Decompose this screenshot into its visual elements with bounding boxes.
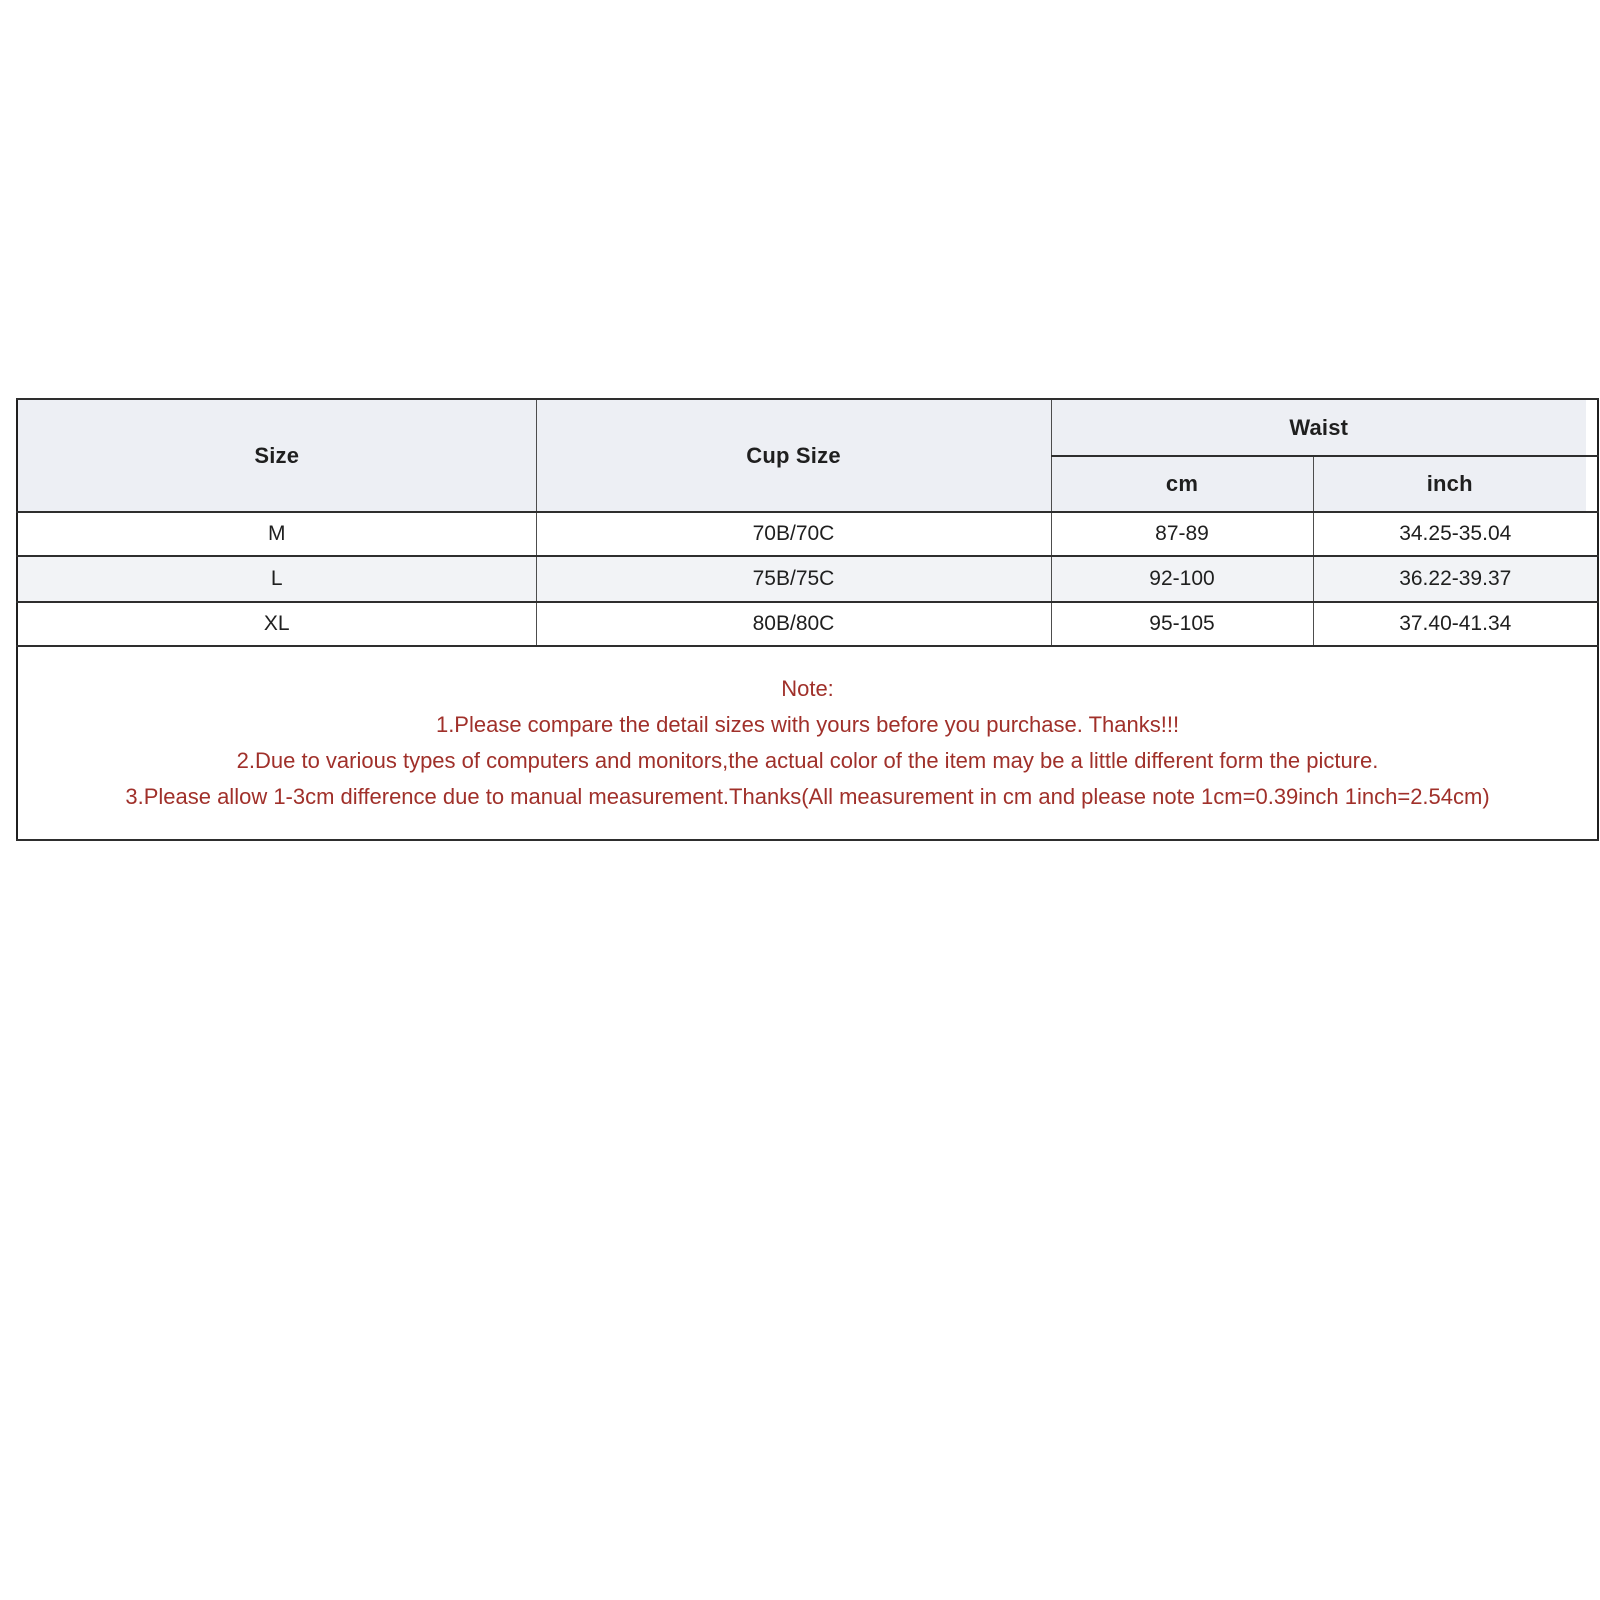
waist-cm-value: 87-89 — [1051, 512, 1313, 556]
table-row-m — [17, 512, 1598, 556]
note-line-2: 2.Due to various types of computers and monitors,the actual color of the item may be a little different form the picture. — [236, 748, 1379, 773]
spacer-cell — [1586, 399, 1598, 456]
waist-column-header: Waist — [1051, 399, 1586, 456]
cup-size-value: 70B/70C — [536, 512, 1051, 556]
size-column-header: Size — [17, 399, 536, 512]
size-chart-table — [16, 398, 1599, 841]
table-row-xl — [17, 602, 1598, 646]
waist-cm-value: 92-100 — [1051, 556, 1313, 602]
size-value: L — [17, 556, 536, 602]
inch-subheader: inch — [1313, 456, 1586, 512]
waist-cm-value: 95-105 — [1051, 602, 1313, 646]
header-row-top — [17, 399, 1598, 456]
size-value: XL — [17, 602, 536, 646]
note-section — [17, 646, 1598, 840]
table-row-l — [17, 556, 1598, 602]
note-line-1: 1.Please compare the detail sizes with yours before you purchase. Thanks!!! — [435, 712, 1180, 737]
note-row — [17, 646, 1598, 840]
note-title: Note: — [781, 676, 834, 701]
note-line-3: 3.Please allow 1-3cm difference due to manual measurement.Thanks(All measurement in cm and please note 1cm=0.39inch 1inch=2.54cm) — [125, 784, 1490, 809]
spacer-cell — [1586, 456, 1598, 512]
waist-inch-value: 37.40-41.34 — [1313, 602, 1598, 646]
waist-inch-value: 36.22-39.37 — [1313, 556, 1598, 602]
cup-size-value: 75B/75C — [536, 556, 1051, 602]
waist-inch-value: 34.25-35.04 — [1313, 512, 1598, 556]
cup-size-value: 80B/80C — [536, 602, 1051, 646]
size-value: M — [17, 512, 536, 556]
cm-subheader: cm — [1051, 456, 1313, 512]
cup-size-column-header: Cup Size — [536, 399, 1051, 512]
